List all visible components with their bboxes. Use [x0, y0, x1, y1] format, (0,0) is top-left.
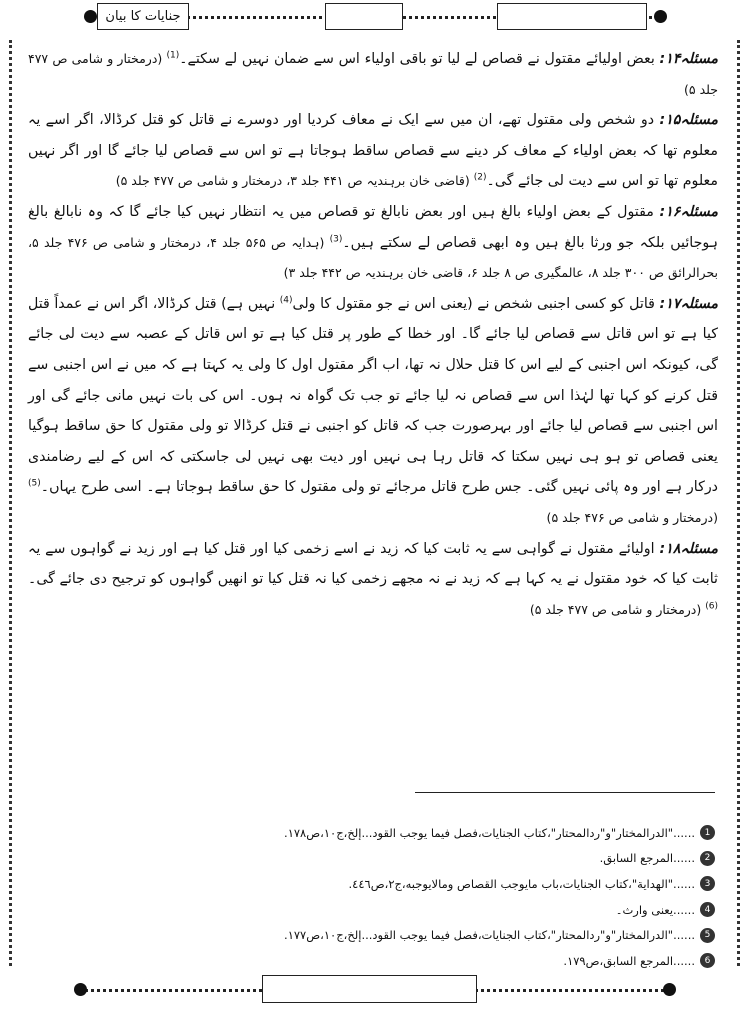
masala-text: مقتول کے بعض اولیاء بالغ ہیں اور بعض نابالغ تو قصاص میں یہ انتظار نہیں کیا جائے گا کہ وہ نابالغ بالغ ہوجائیں بلکہ جو ورثا بالغ ہیں وہ ابھی قصاص لے سکتے ہیں۔	[28, 203, 719, 251]
left-border	[9, 40, 12, 966]
footnote-4	[60, 897, 715, 923]
masala-label: مسئلہ۱۶:	[659, 203, 718, 220]
masala-label: مسئلہ۱۴:	[659, 51, 718, 67]
footnote-text: ......"الدرالمختار"و"ردالمحتار"،كتاب الجنايات،فصل فيما يوجب القود...إلخ،ج١٠،ص١٧٧.	[284, 928, 695, 943]
reference: (ہدایہ ص ۵۶۵ جلد ۴، درمختار و شامی ص ۴۷۶ جلد ۵، بحرالرائق ص ۳۰۰ جلد ۸، عالمگیری ص ۸ جلد ۶، قاضی خان برہندیہ ص ۴۴۲ جلد ۳)	[28, 234, 718, 281]
footnote-text: ......"الدرالمختار"و"ردالمحتار"،كتاب الجنايات،فصل فيما يوجب القود...إلخ،ج١٠،ص١٧٨.	[284, 825, 695, 840]
masala-16	[28, 197, 718, 289]
reference: (درمختار و شامی ص ۴۷۷ جلد ۵)	[28, 51, 718, 97]
footnote-marker[interactable]: (2)	[473, 172, 487, 183]
header-right-dot	[654, 10, 667, 23]
chapter-title: جنایات کا بیان	[105, 9, 181, 24]
right-border	[737, 40, 740, 966]
footnote-marker[interactable]: (6)	[705, 600, 718, 611]
footnote-5	[60, 922, 715, 948]
footnote-number: 5	[700, 928, 715, 943]
reference: (قاضی خان برہندیہ ص ۴۴۱ جلد ۳، درمختار و شامی ص ۴۷۷ جلد ۵)	[115, 173, 474, 189]
footnote-2	[60, 846, 715, 872]
main-text	[28, 44, 718, 625]
footnote-number: 1	[700, 825, 715, 840]
footnote-3	[60, 871, 715, 897]
masala-text: اولیائے مقتول نے گواہی سے یہ ثابت کیا کہ زید نے اسے زخمی کیا اور قتل کیا ہے اور زید نے گواہوں سے یہ ثابت کیا کہ خود مقتول نے یہ کہا ہے کہ زید نے نہ مجھے زخمی کیا نہ قتل کیا تو انھیں گواہوں کو ترجیح دی جائے گی۔	[28, 540, 718, 588]
masala-text: بعض اولیائے مقتول نے قصاص لے لیا تو باقی اولیاء اس سے ضمان نہیں لے سکتے۔	[179, 51, 660, 67]
masala-18	[28, 534, 718, 626]
masala-17	[28, 289, 718, 534]
reference: (درمختار و شامی ص ۴۷۶ جلد ۵)	[546, 509, 718, 525]
footnote-marker[interactable]: (4)	[279, 295, 293, 306]
footnote-marker[interactable]: (5)	[28, 478, 41, 489]
footnotes	[60, 820, 715, 974]
footnote-number: 4	[700, 902, 715, 917]
masala-14	[28, 44, 718, 105]
masala-text: دو شخص ولی مقتول تھے، ان میں سے ایک نے معاف کردیا اور دوسرے نے قاتل کو قتل کرڈالا، اگر اسے یہ معلوم تھا کہ بعض اولیاء کے معاف کر دینے سے قصاص ساقط ہوجاتا ہے تو اس سے قصاص لیا جائے گا اور اگر نہیں معلوم تھا تو اس سے دیت لی جائے گی۔	[28, 112, 718, 190]
masala-15	[28, 105, 718, 197]
footnote-marker[interactable]: (1)	[166, 50, 180, 61]
footnote-number: 6	[700, 953, 715, 968]
masala-label: مسئلہ۱۷:	[659, 295, 718, 312]
footnote-number: 3	[700, 876, 715, 891]
masala-text: قاتل کو کسی اجنبی شخص نے (یعنی اس نے جو مقتول کا ولی	[292, 295, 660, 312]
footnote-text: ......المرجع السابق.	[599, 851, 695, 866]
footnote-number: 2	[700, 851, 715, 866]
chapter-title-box	[97, 3, 189, 30]
footer-left-dot	[74, 983, 87, 996]
footnote-6	[60, 948, 715, 974]
footer-box	[262, 975, 477, 1003]
header-right-box	[497, 3, 647, 30]
footer-right-dot	[663, 983, 676, 996]
footnote-marker[interactable]: (3)	[329, 233, 343, 244]
masala-label: مسئلہ۱۵:	[659, 112, 718, 129]
footnote-text: ......"الهداية"،كتاب الجنايات،باب مايوجب القصاص ومالايوجبه،ج٢،ص٤٤٦.	[348, 876, 695, 891]
page-header	[0, 0, 749, 40]
masala-label: مسئلہ۱۸:	[659, 540, 718, 557]
footnote-text: ......المرجع السابق،ص١٧٩.	[563, 953, 695, 968]
masala-text-continued: نہیں ہے) قتل کرڈالا، اگر اس نے عمداً قتل کیا ہے تو اس قاتل سے قصاص لیا جائے گا۔ اور خطا کے طور پر قتل کیا ہے تو اس قاتل کے عصبہ سے دیت لی جائے گی، کیونکہ اس اجنبی کے لیے اس کا قتل حلال نہ تھا، اب اگر مقتول اول کا ولی یہ کہتا ہے کہ میں نے اس اجنبی سے قتل کرنے کو کہا تھا لہٰذا اس سے قصاص نہ لیا جائے تو جب تک گواہ نہ ہوں۔ اس کی بات نہیں مانی جائے گی اور اس اجنبی سے قصاص لیا جائے اور بہرصورت جب کہ قاتل کو اجنبی نے قتل کرڈالا تو ولی مقتول کا حق ساقط ہوگیا یعنی قصاص تو ہو ہی نہیں سکتا کہ قاتل رہا ہی نہیں اور دیت بھی نہیں لی جاسکتی کہ اس کے لیے رضامندی درکار ہے اور وہ پائی نہیں گئی۔ جس طرح قاتل مرجائے تو ولی مقتول کا حق ساقط ہوجاتا ہے۔ اسی طرح یہاں۔	[28, 295, 718, 496]
reference: (درمختار و شامی ص ۴۷۷ جلد ۵)	[529, 601, 706, 617]
footnote-1	[60, 820, 715, 846]
footnote-separator	[415, 792, 715, 793]
footnote-text: ......یعنی وارث۔	[615, 902, 695, 917]
header-center-box	[325, 3, 403, 30]
header-left-dot	[84, 10, 97, 23]
